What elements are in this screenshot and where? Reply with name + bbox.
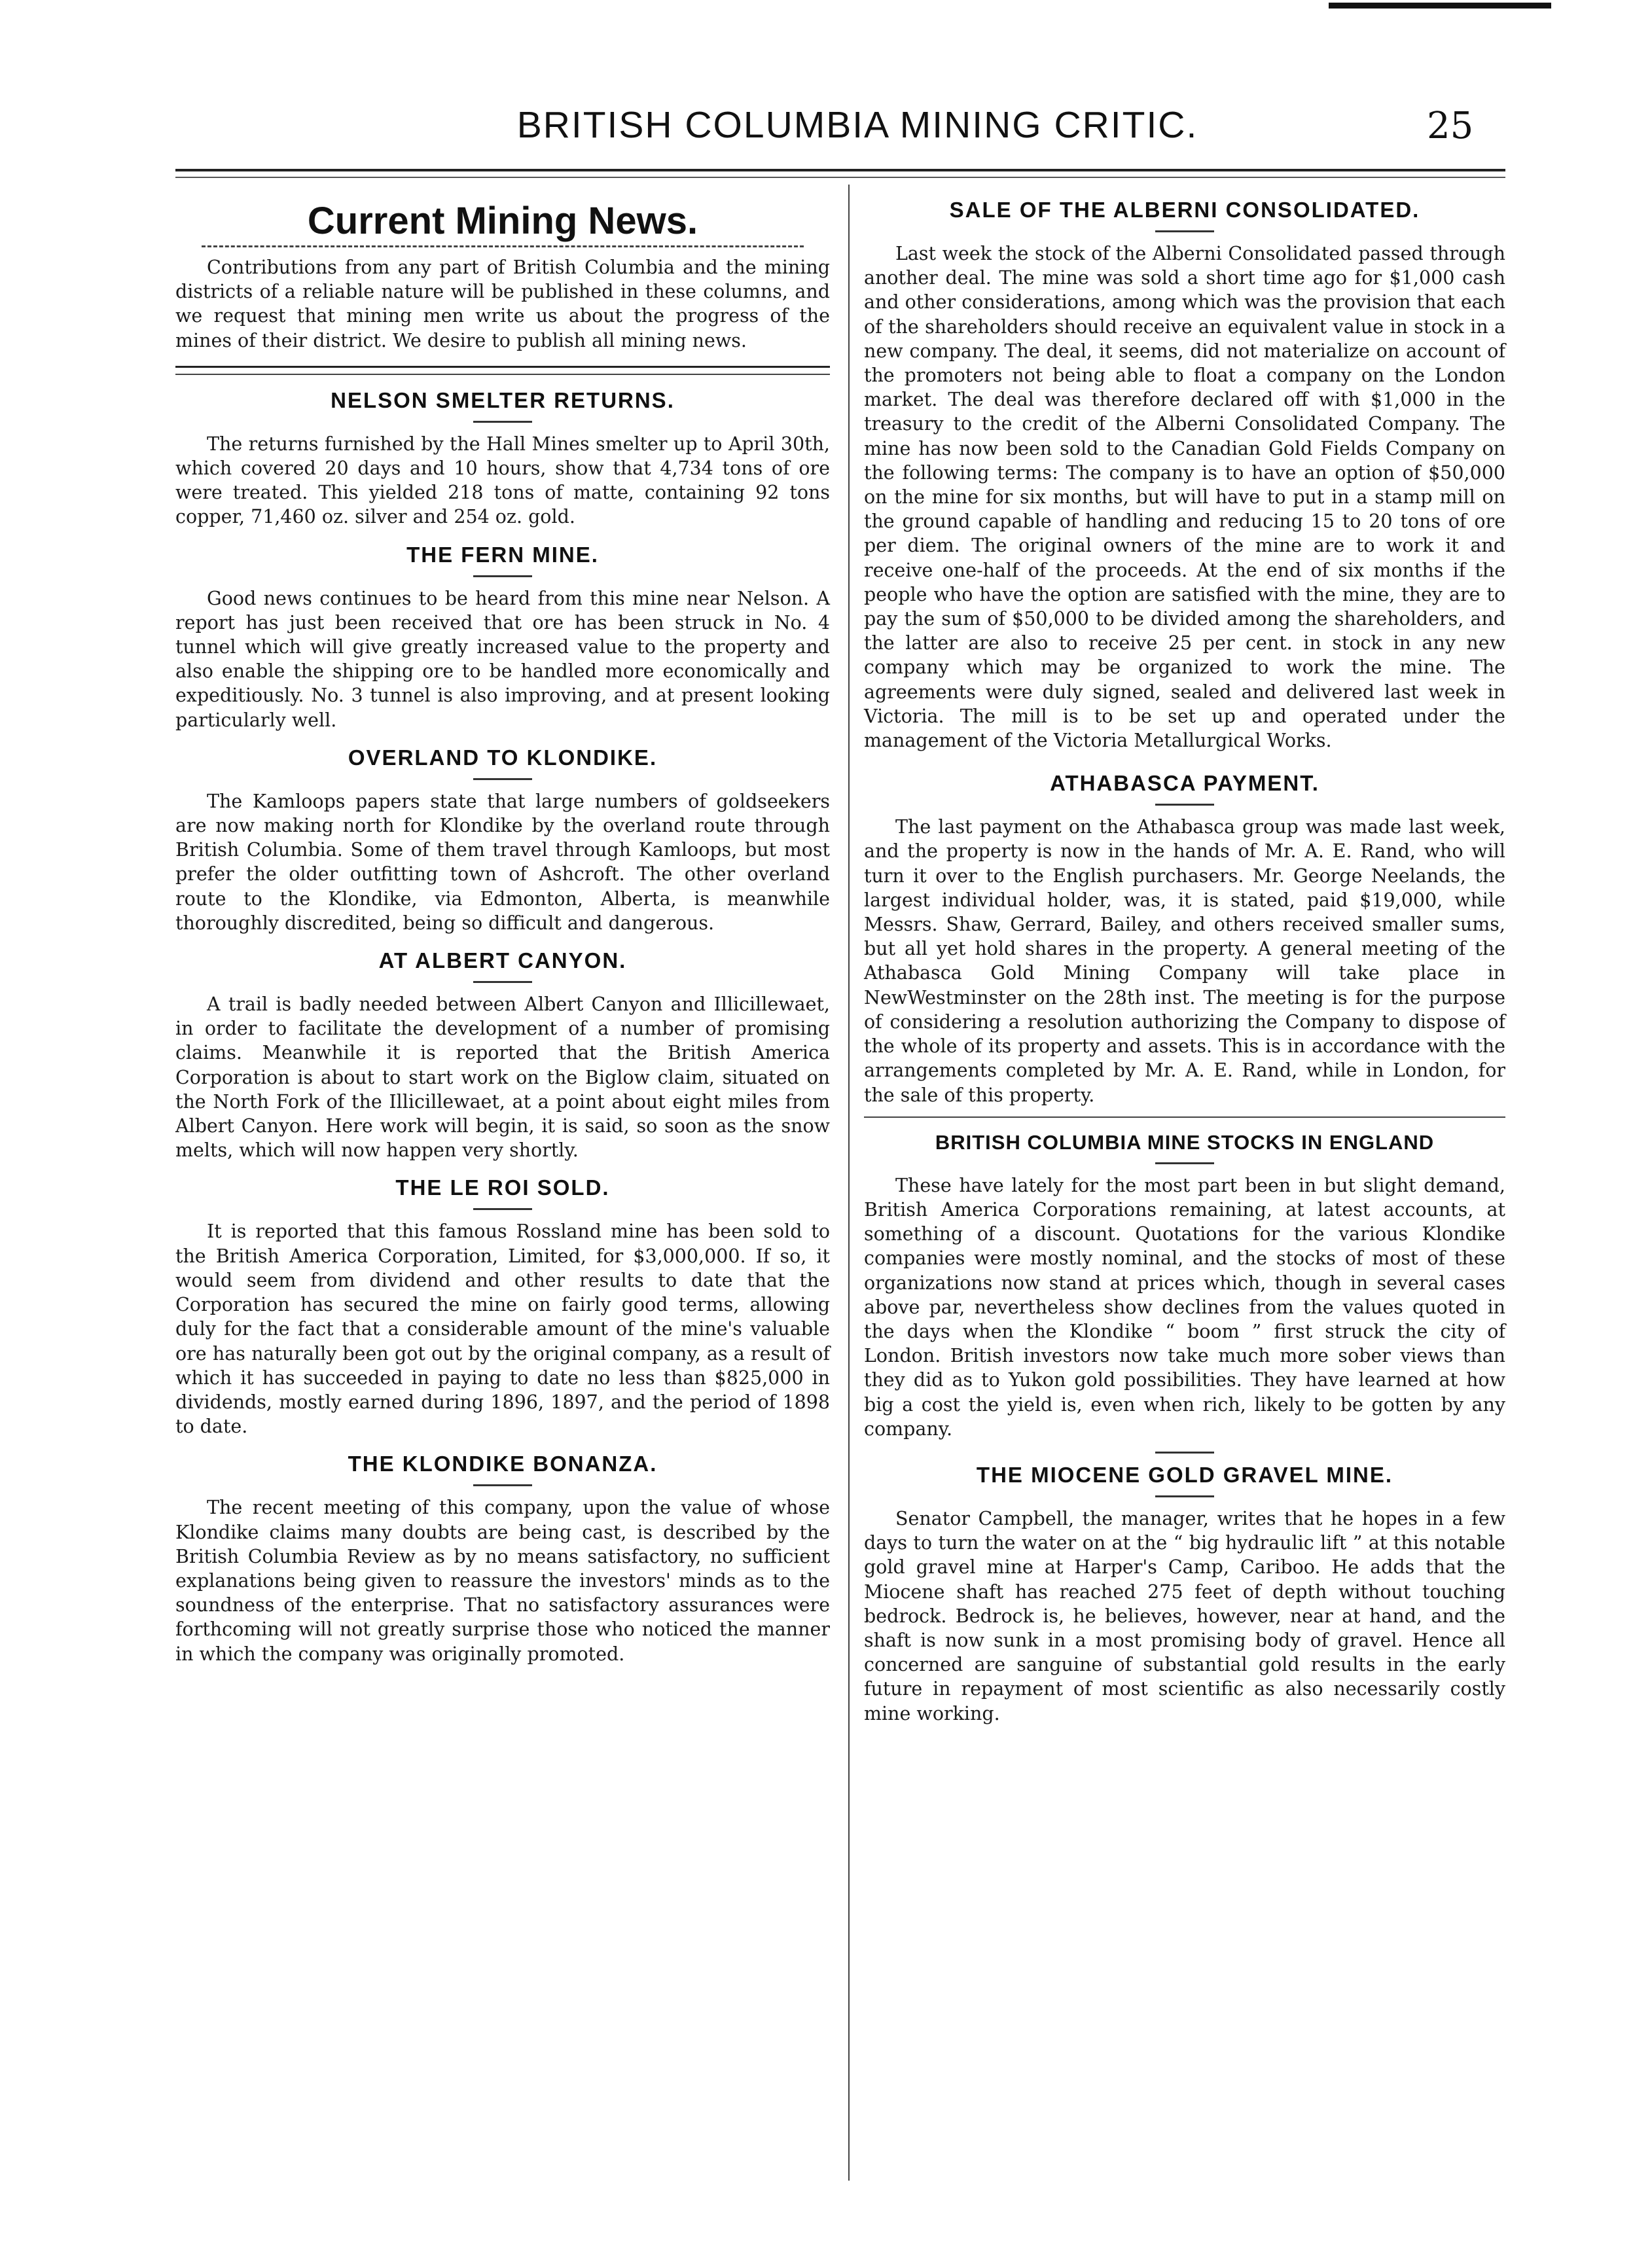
article-body: Senator Campbell, the manager, writes that he hopes in a few days to turn the water on at the “ big hydraulic lift ” at this notable gold gravel mine at Harper's Camp, Cariboo. He adds that the Miocene shaft has reached 275 feet of depth without touching bedrock. Bedrock is, he believes, however, near at hand, and the shaft is now sunk in a most promising body of gravel. Hence all concerned are sanguine of substantial gold results in the early future in repayment of most scientific as also necessarily costly mine working.: [864, 1507, 1505, 1724]
title-rule: [473, 1208, 532, 1210]
article-title: THE KLONDIKE BONANZA.: [348, 1452, 658, 1476]
top-edge-rule: [1329, 3, 1551, 9]
article-body: The recent meeting of this company, upon the value of whose Klondike claims many doubts are being cast, is described by the British Columbia Review as by no means satisfactory, no sufficient explanations being given to reassure the investors' minds as to the soundness of the enterprise. That no satisfactory assurances were forthcoming will not greatly surprise those who noticed the manner in which the company was originally promoted.: [175, 1497, 830, 1665]
article-title: NELSON SMELTER RETURNS.: [331, 387, 675, 412]
title-rule: [473, 778, 532, 780]
left-column: [175, 185, 830, 1670]
article-overland-to-klondike: [175, 745, 830, 935]
article-body: The returns furnished by the Hall Mines smelter up to April 30th, which covered 20 days and 10 hours, show that 4,734 tons of ore were treated. This yielded 218 tons of matte, containing 92 tons copper, 71,460 oz. silver and 254 oz. gold.: [175, 433, 830, 528]
article-body: Last week the stock of the Alberni Consolidated passed through another deal. The mine was sold a short time ago for $1,000 cash and other considerations, among which was the provision that each of the shareholders should receive an equivalent value in stock in a new company. The deal, it seems, did not materialize on account of the promoters not being able to float a company on the London market. The deal was therefore declared off with $1,000 in the treasury to the credit of the Alberni Consolidated Company. The mine has now been sold to the Canadian Gold Fields Company on the following terms: The company is to have an option of $50,000 on the mine for six months, but will have to put in a stamp mill on the ground capable of handling and reducing 15 to 20 tons of ore per diem. The original owners of the mine are to work it and receive one-half of the proceeds. At the end of six months if the people who have the option are satisfied with the mine, they are to pay the sum of $50,000 to be divided among the shareholders, and the latter are also to receive 25 per cent. in stock in any new company which may be organized to work the mine. The agreements were duly signed, sealed and delivered last week in Victoria. The mill is to be set up and operated under the management of the Victoria Metallurgical Works.: [864, 243, 1505, 752]
article-body: These have lately for the most part been in but slight demand, British America Corporations remaining, at latest accounts, at something of a discount. Quotations for the various Klondike companies were mostly nominal, and the stocks of most of these organizations now stand at prices which, though in several cases above par, nevertheless show declines from the values quoted in the days when the Klondike “ boom ” first struck the city of London. British investors now take much more sober views than they did as to Yukon gold possibilities. They have learned at how big a cost the yield is, even when rich, likely to be gotten by any company.: [864, 1174, 1505, 1440]
article-title: OVERLAND TO KLONDIKE.: [348, 745, 658, 770]
right-column: [864, 185, 1505, 1730]
column-divider: [848, 185, 850, 2181]
page-number: 25: [1427, 105, 1474, 147]
article-body: Good news continues to be heard from this mine near Nelson. A report has just been received that ore has been struck in No. 4 tunnel which will give greatly increased value to the property and also enable the shipping ore to be handled more economically and expeditiously. No. 3 tunnel is also improving, and at present looking particularly well.: [175, 587, 830, 731]
article-body: A trail is badly needed between Albert Canyon and Illicillewaet, in order to facilitate the development of a number of promising claims. Meanwhile it is reported that the British America Corporation is about to start work on the Biglow claim, situated on the North Fork of the Illicillewaet, at a point about eight miles from Albert Canyon. Here work will begin, it is said, so soon as the snow melts, which will now happen very shortly.: [175, 993, 830, 1162]
article-body: The Kamloops papers state that large numbers of goldseekers are now making north for Klondike by the overland route through British Columbia. Some of them travel through Kamloops, but most prefer the older outfitting town of Ashcroft. The other overland route to the Klondike, via Edmonton, Alberta, is meanwhile thoroughly discredited, being so difficult and dangerous.: [175, 790, 830, 934]
title-rule: [1155, 1452, 1214, 1454]
article-title: THE LE ROI SOLD.: [395, 1175, 610, 1200]
article-body: Contributions from any part of British Columbia and the mining districts of a reliable nature will be published in these columns, and we request that mining men write us about the progress of the mines of their district. We desire to publish all mining news.: [175, 257, 830, 351]
article-athabasca-payment: [864, 771, 1505, 1107]
article-sale-alberni-consolidated: [864, 198, 1505, 753]
article-miocene-gold-gravel-mine: [864, 1452, 1505, 1726]
title-rule: [1155, 1495, 1214, 1497]
section-divider: [175, 366, 830, 375]
article-le-roi-sold: [175, 1175, 830, 1438]
article-body: The last payment on the Athabasca group was made last week, and the property is now in the hands of Mr. A. E. Rand, who will turn it over to the English purchasers. Mr. George Neelands, the largest individual holder, was, it is stated, paid $19,000, while Messrs. Shaw, Gerrard, Bailey, and others received smaller sums, but all yet hold shares in the property. A general meeting of the Athabasca Gold Mining Company will take place in NewWestminster on the 28th inst. The meeting is for the purpose of considering a resolution authorizing the Company to dispose of the whole of its property and assets. This is in accordance with the arrangements completed by Mr. A. E. Rand, while in London, for the sale of this property.: [864, 816, 1505, 1106]
section-divider: [864, 1116, 1505, 1118]
title-rule: [473, 1484, 532, 1486]
article-title: ATHABASCA PAYMENT.: [1050, 771, 1320, 796]
article-title: AT ALBERT CANYON.: [378, 948, 627, 973]
article-body: It is reported that this famous Rossland mine has been sold to the British America Corporation, Limited, for $3,000,000. If so, it would seem from dividend and other results to date that the Corporation has secured the mine on fairly good terms, allowing duly for the fact that a considerable amount of the mine's valuable ore has naturally been got out by the original company, as a result of which it has succeeded in paying to date no less than $825,000 in dividends, mostly earned during 1896, 1897, and the period of 1898 to date.: [175, 1221, 830, 1438]
article-nelson-smelter-returns: [175, 388, 830, 529]
title-rule: [473, 575, 532, 577]
article-at-albert-canyon: [175, 948, 830, 1162]
article-title: SALE OF THE ALBERNI CONSOLIDATED.: [949, 198, 1420, 222]
article-klondike-bonanza: [175, 1452, 830, 1666]
article-title: BRITISH COLUMBIA MINE STOCKS IN ENGLAND: [935, 1130, 1435, 1154]
article-current-mining-news: [175, 199, 830, 353]
running-head-title: BRITISH COLUMBIA MINING CRITIC.: [516, 104, 1198, 146]
title-rule: [1155, 1162, 1214, 1164]
title-rule: [202, 245, 804, 247]
article-fern-mine: [175, 543, 830, 732]
article-bc-mine-stocks-england: [864, 1131, 1505, 1441]
title-rule: [1155, 804, 1214, 806]
article-title: THE FERN MINE.: [406, 542, 599, 567]
article-title: THE MIOCENE GOLD GRAVEL MINE.: [976, 1462, 1393, 1487]
article-title: Current Mining News.: [307, 200, 698, 242]
header-rule-thin: [175, 177, 1505, 178]
header-rule: [175, 169, 1505, 171]
title-rule: [473, 981, 532, 983]
title-rule: [1155, 230, 1214, 232]
title-rule: [473, 421, 532, 423]
